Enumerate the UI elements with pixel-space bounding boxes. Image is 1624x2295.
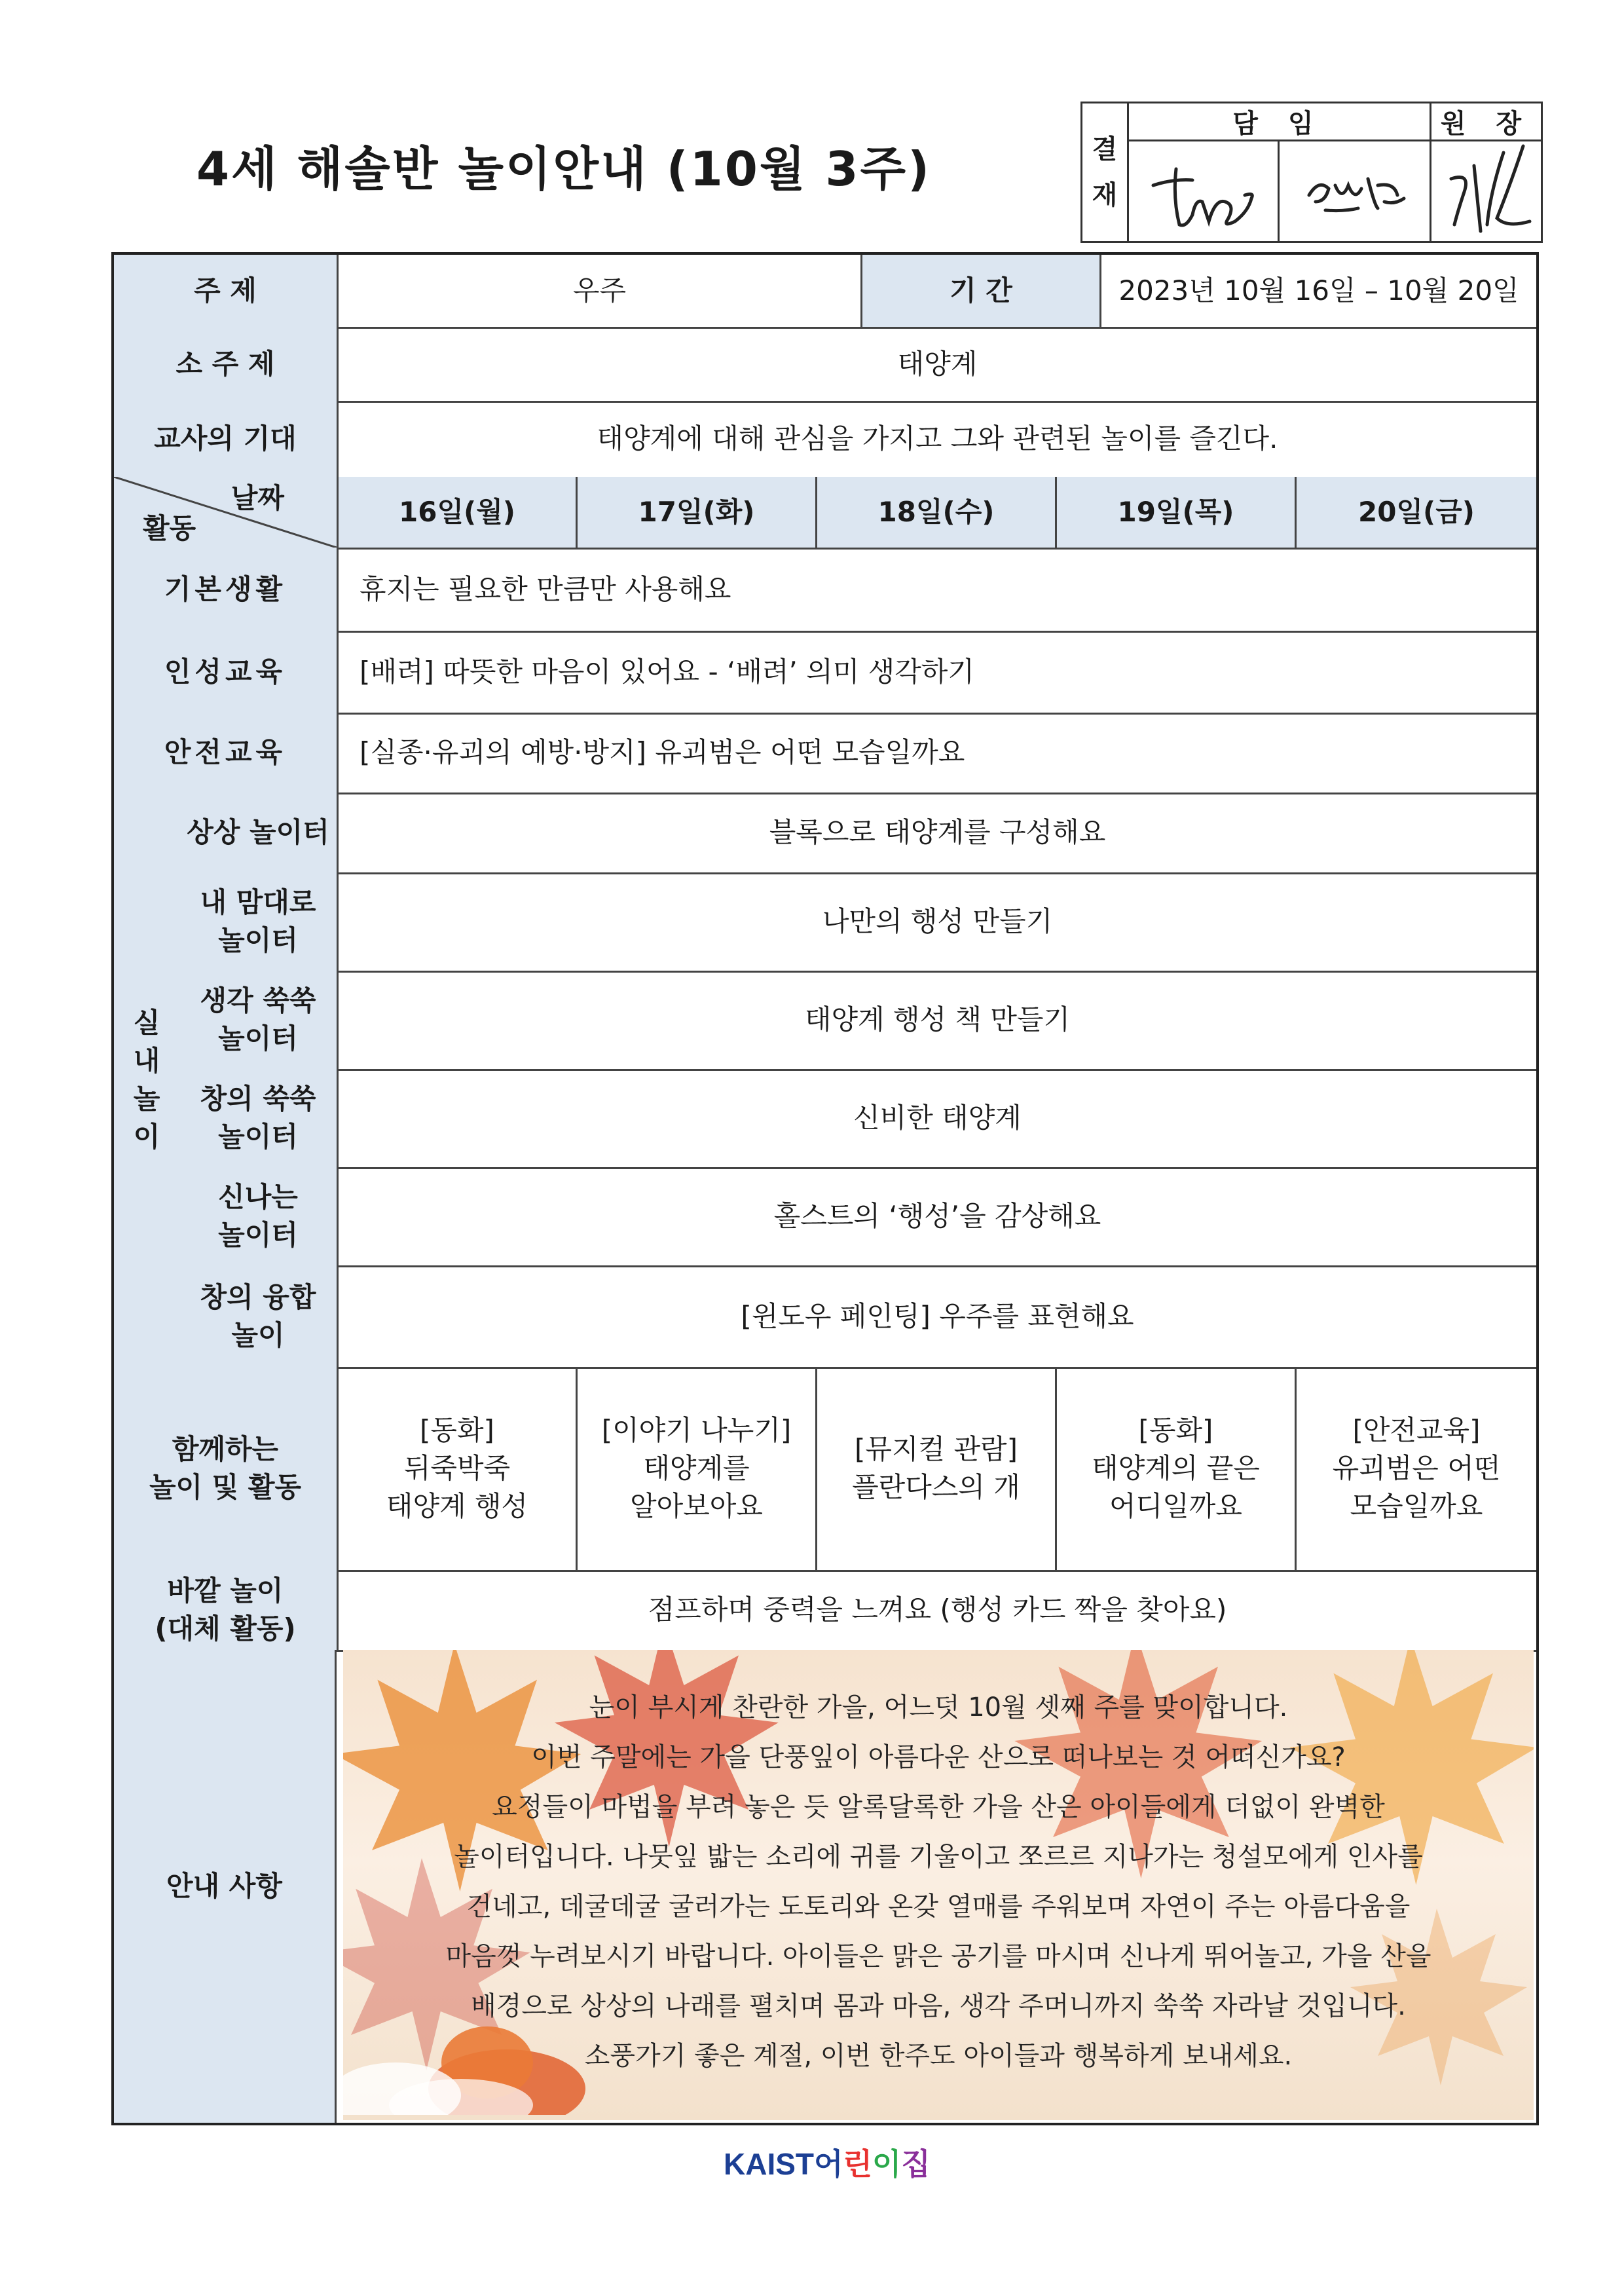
logo-kaist: KAIST [724,2147,814,2181]
signature-3 [1431,140,1541,241]
logo-char: 린 [843,2147,872,2181]
notice-line: 이번 주말에는 가을 단풍잎이 아름다운 산으로 떠나보는 것 어떠신가요? [531,1742,1346,1772]
together-day: [안전교육] 유괴범은 어떤 모습일까요 [1295,1367,1536,1570]
day-header: 20일(금) [1295,477,1536,548]
indoor-char: 실 [133,1006,160,1039]
signature-1 [1127,140,1278,241]
together-day: [동화] 태양계의 끝은 어디일까요 [1055,1367,1295,1570]
approval-box [1080,102,1543,243]
indoor-row [179,1265,1536,1369]
row-character [114,631,1536,715]
approval-label-top: 결 [1092,134,1118,164]
notice-line: 배경으로 상상의 나래를 펼치며 몸과 마음, 생각 주머니까지 쑥쑥 자라날 것입니다. [471,1991,1406,2021]
indoor-item-label: 창의 융합 놀이 [179,1265,337,1367]
indoor-item-label: 생각 쑥쑥 놀이터 [179,971,337,1069]
period-label: 기 간 [860,255,1099,327]
indoor-row [179,793,1536,874]
page-title: 4세 해솔반 놀이안내 (10월 3주) [196,141,931,196]
indoor-char: 이 [133,1120,160,1153]
outdoor-label: 바깥 놀이 (대체 활동) [114,1570,337,1650]
notice-text [369,1683,1507,2081]
row-safety [114,713,1536,794]
approval-label [1082,103,1129,241]
signature-2 [1280,140,1430,241]
corner-cell [114,477,337,548]
notice-label: 안내 사항 [114,1650,337,2123]
subtopic-label: 소 주 제 [114,327,337,401]
logo-char: 집 [901,2147,931,2181]
notice-line: 요정들이 마법을 부려 놓은 듯 알록달록한 가을 산은 아이들에게 더없이 완벽한 [492,1792,1385,1822]
notice-line: 놀이터입니다. 나뭇잎 밟는 소리에 귀를 기울이고 쪼르르 지나가는 청설모에게 인사를 [454,1842,1423,1872]
indoor-item-content: [윈도우 페인팅] 우주를 표현해요 [337,1265,1536,1367]
corner-bottom-label: 활동 [143,512,196,544]
row-together [114,1367,1536,1572]
notice-line: 마음껏 누려보시기 바랍니다. 아이들은 맑은 공기를 마시며 신나게 뛰어놀고, 가을 산을 [445,1941,1431,1971]
notice-line: 눈이 부시게 찬란한 가을, 어느덧 10월 셋째 주를 맞이합니다. [589,1692,1288,1723]
notice-line: 소풍가기 좋은 계절, 이번 한주도 아이들과 행복하게 보내세요. [584,2041,1293,2071]
character-value: [배려] 따뜻한 마음이 있어요 - ‘배려’ 의미 생각하기 [337,631,1536,713]
indoor-item-label: 창의 쑥쑥 놀이터 [179,1069,337,1167]
teacher-signature-1 [1127,140,1280,241]
approval-label-bottom: 재 [1092,180,1118,210]
character-label: 인성교육 [114,631,337,713]
notice-panel [343,1650,1534,2120]
day-header: 16일(월) [337,477,576,548]
teacher-signature-2 [1280,140,1431,241]
day-header: 17일(화) [576,477,815,548]
together-label: 함께하는 놀이 및 활동 [114,1367,337,1570]
row-expectation [114,401,1536,479]
together-day: [동화] 뒤죽박죽 태양계 행성 [337,1367,576,1570]
day-header: 18일(수) [815,477,1055,548]
subtopic-value: 태양계 [337,327,1536,401]
corner-top-label: 날짜 [231,482,284,514]
expectation-value: 태양계에 대해 관심을 가지고 그와 관련된 놀이를 즐긴다. [337,401,1536,477]
logo-char: 어 [814,2147,843,2181]
day-header: 19일(목) [1055,477,1295,548]
row-subtopic [114,327,1536,403]
period-value: 2023년 10월 16일 – 10월 20일 [1099,255,1536,327]
safety-label: 안전교육 [114,713,337,793]
indoor-item-content: 블록으로 태양계를 구성해요 [337,793,1536,872]
director-column-header: 원 장 [1431,103,1541,141]
indoor-item-content: 홀스트의 ‘행성’을 감상해요 [337,1167,1536,1265]
row-subject [114,255,1536,329]
indoor-item-content: 신비한 태양계 [337,1069,1536,1167]
row-day-headers [114,477,1536,550]
basic-life-value: 휴지는 필요한 만큼만 사용해요 [337,548,1536,631]
indoor-row [179,1069,1536,1169]
indoor-row [179,1167,1536,1267]
indoor-row [179,971,1536,1071]
indoor-item-content: 나만의 행성 만들기 [337,872,1536,971]
expectation-label: 교사의 기대 [114,401,337,477]
together-day: [이야기 나누기] 태양계를 알아보아요 [576,1367,815,1570]
safety-value: [실종·유괴의 예방·방지] 유괴범은 어떤 모습일까요 [337,713,1536,793]
row-outdoor [114,1570,1536,1652]
subject-label: 주 제 [114,255,337,327]
director-signature [1431,140,1541,241]
outdoor-value: 점프하며 중력을 느껴요 (행성 카드 짝을 찾아요) [337,1570,1536,1650]
indoor-item-content: 태양계 행성 책 만들기 [337,971,1536,1069]
kaist-daycare-logo [724,2140,931,2184]
indoor-char: 내 [133,1044,160,1077]
indoor-group-label [114,793,181,1369]
together-day: [뮤지컬 관람] 플란다스의 개 [815,1367,1055,1570]
logo-char: 이 [872,2147,902,2181]
plan-table [111,252,1539,2125]
indoor-row [179,872,1536,973]
notice-line: 건네고, 데굴데굴 굴러가는 도토리와 온갖 열매를 주워보며 자연이 주는 아름다움을 [466,1892,1411,1922]
indoor-char: 놀 [133,1082,160,1115]
indoor-item-label: 신나는 놀이터 [179,1167,337,1265]
indoor-item-label: 내 맘대로 놀이터 [179,872,337,971]
row-basic-life [114,548,1536,633]
subject-value: 우주 [337,255,860,327]
teacher-column-header: 담 임 [1127,103,1431,141]
basic-life-label: 기본생활 [114,548,337,631]
indoor-item-label: 상상 놀이터 [179,793,337,872]
